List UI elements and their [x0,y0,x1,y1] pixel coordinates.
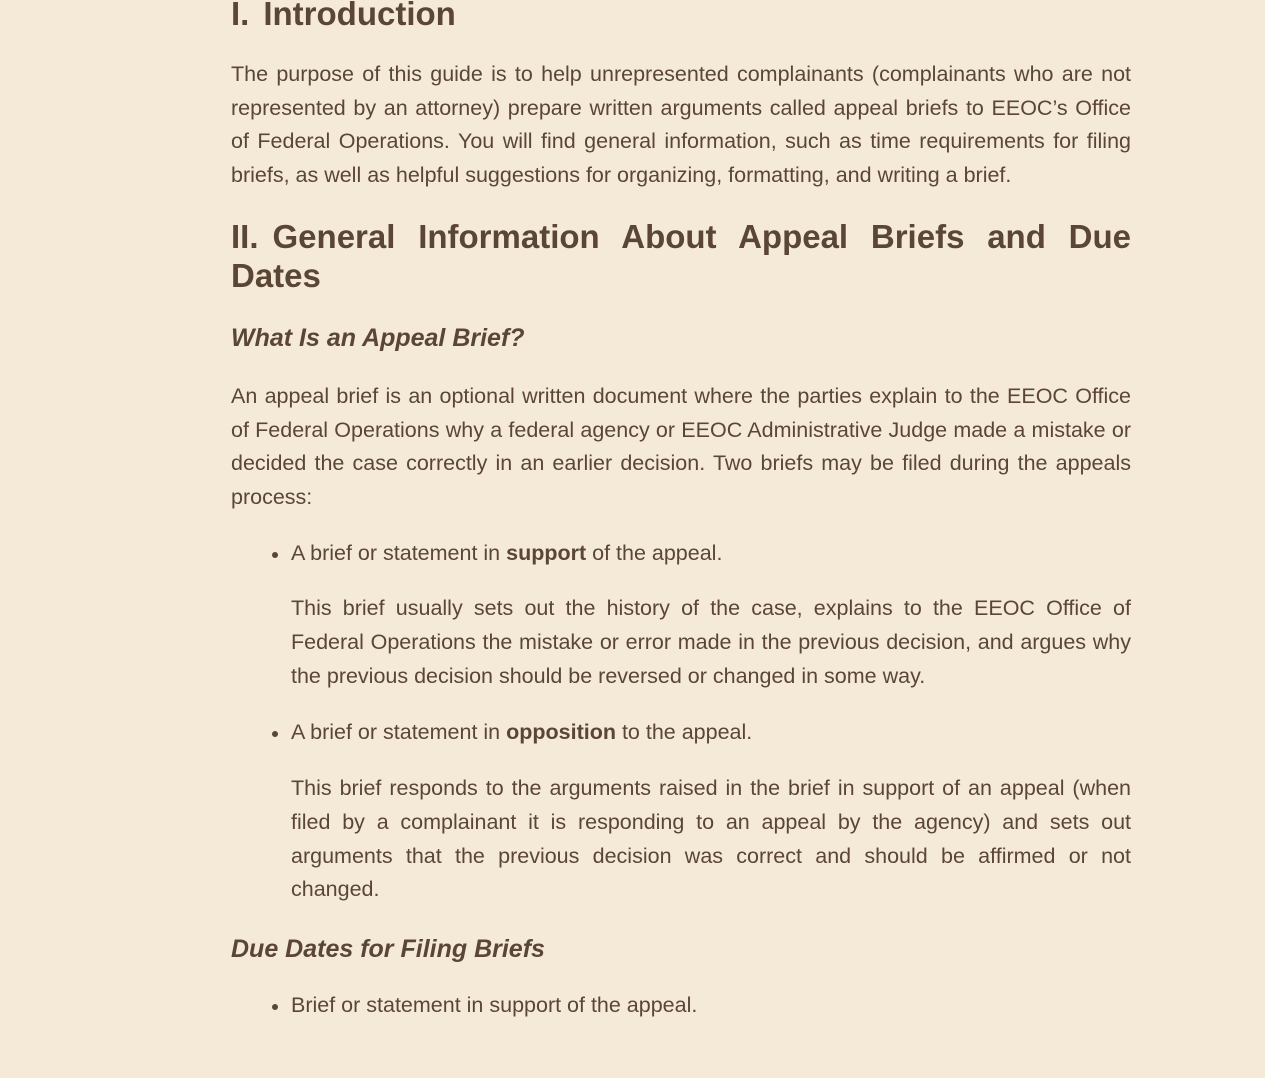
section-heading-introduction [231,0,1131,34]
section-number: II. [231,217,259,255]
list-item-text: to the appeal. [615,720,753,745]
list-item-due-support: Brief or statement in support of the appeal. [291,989,1131,1023]
list-item-support-brief [291,537,1131,694]
section-heading-general-information [231,217,1131,295]
what-is-appeal-brief-paragraph: An appeal brief is an optional written document where the parties explain to the EEOC Office of Federal Operations why a federal agency or EEOC Administrative Judge made a mistake or decided the case correctly in an earlier decision. Two briefs may be filed during the appeals process: [231,383,1131,509]
article-content [231,0,1131,1023]
section-title: General Information About Appeal Briefs and Due Dates [231,217,1131,294]
intro-paragraph: The purpose of this guide is to help unrepresented complainants (complainants who are not represented by an attorney) prepare written arguments called appeal briefs to EEOC’s Office of Federal Operations. You will find general information, such as time requirements for filing briefs, as well as helpful suggestions for organizing, formatting, and writing a brief. [231,62,1131,188]
list-item-emphasis: support [506,540,587,565]
list-item-opposition-brief [291,716,1131,907]
section-title: Introduction [263,0,456,32]
list-item-text: A brief or statement in [291,720,507,745]
list-item-emphasis: opposition [506,720,616,745]
section-number: I. [231,0,250,32]
support-brief-description: This brief usually sets out the history of the case, explains to the EEOC Office of Federal Operations the mistake or error made in the previous decision, and argues why the previous decision should be reversed or changed in some way. [291,596,1131,688]
list-item-text: A brief or statement in [291,540,507,565]
subheading-due-dates: Due Dates for Filing Briefs [231,934,545,963]
list-item-text: of the appeal. [586,540,723,565]
due-dates-list [231,989,1131,1023]
brief-types-list [231,537,1131,907]
subheading-what-is-appeal-brief: What Is an Appeal Brief? [231,323,525,352]
opposition-brief-description: This brief responds to the arguments raised in the brief in support of an appeal (when filed by a complainant it is responding to an appeal by the agency) and sets out arguments that the previous decision was correct and should be affirmed or not changed. [291,776,1131,902]
